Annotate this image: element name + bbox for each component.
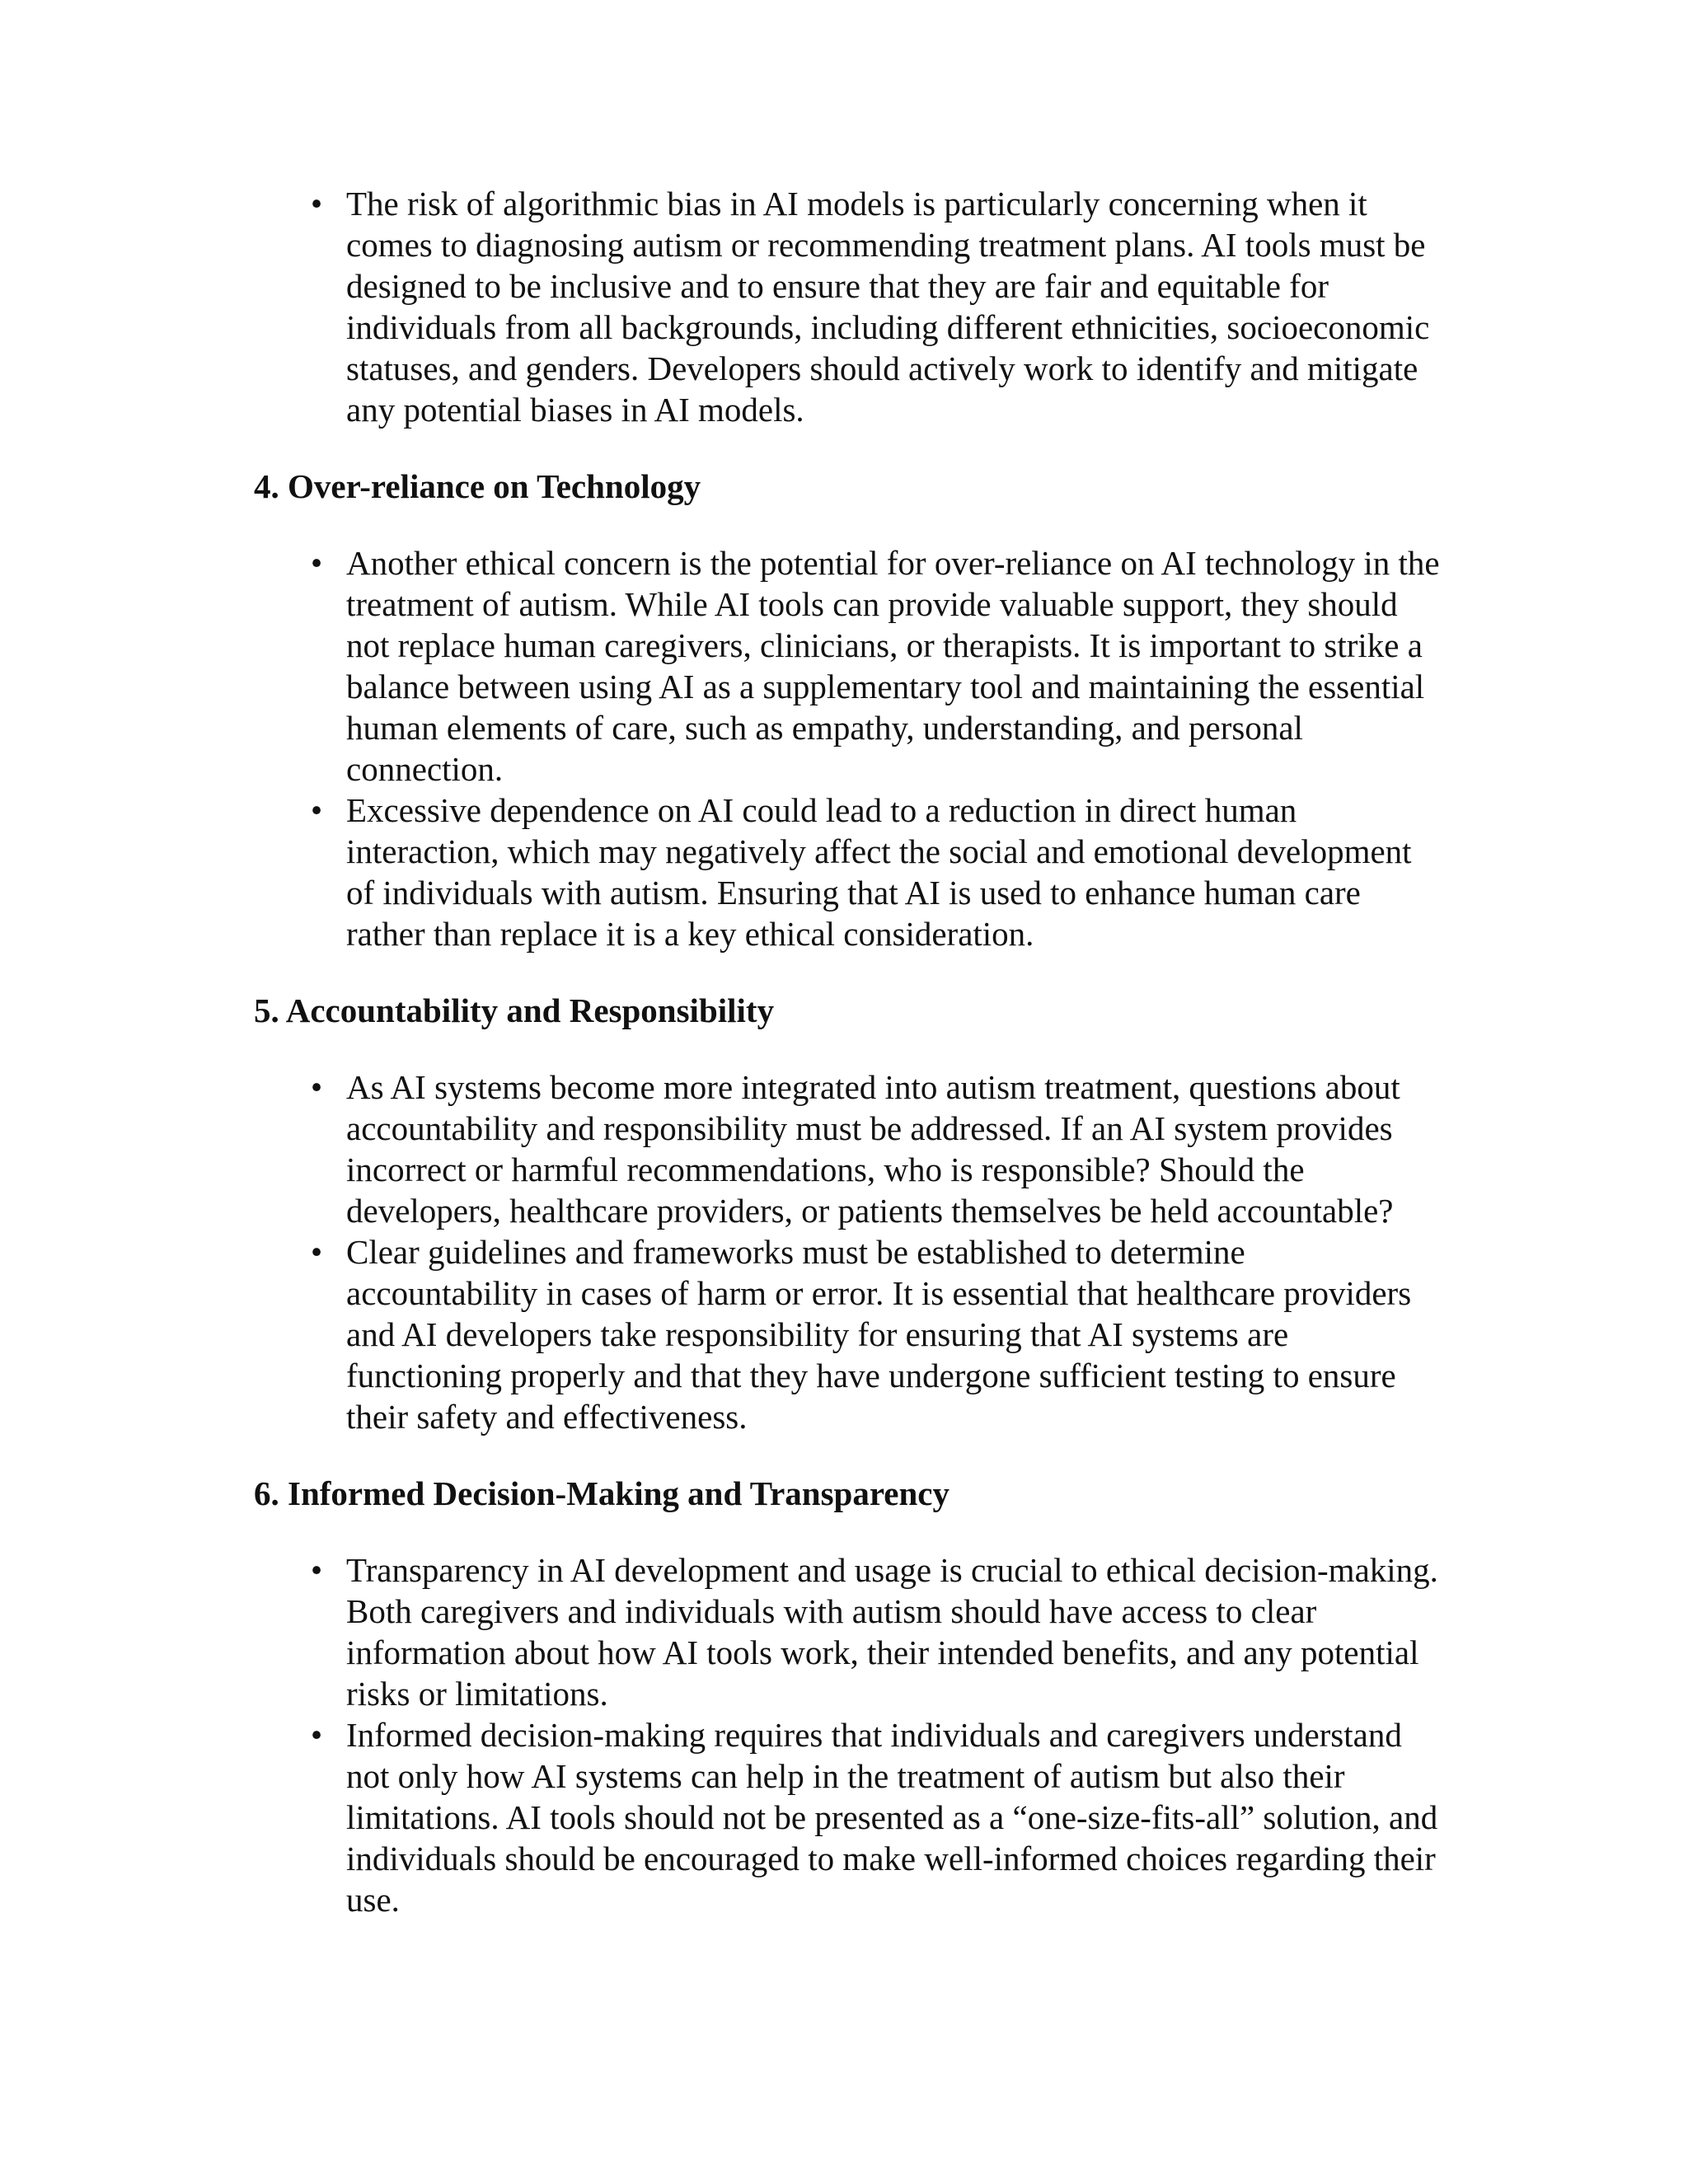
bullet-item: [254, 790, 1441, 954]
bullet-item: [254, 1231, 1441, 1437]
bullet-text: Transparency in AI development and usage is crucial to ethical decision-making. Both caregivers and individuals with autism should have access to clear information about how AI tools work, their intended benefits, and any potential risks or limitations.: [346, 1551, 1438, 1713]
bullet-item: [254, 1066, 1441, 1231]
bullet-item: [254, 1549, 1441, 1714]
bullet-text: Informed decision-making requires that individuals and caregivers understand not only how AI systems can help in the treatment of autism but also their limitations. AI tools should not be presented as a “one-size-fits-all” solution, and individuals should be encouraged to make well-informed choices regarding their use.: [346, 1716, 1438, 1919]
bullet-dot: •: [310, 1716, 323, 1754]
bullet-item: [254, 183, 1441, 430]
bullet-item: [254, 542, 1441, 790]
intro-bullet-list: [254, 183, 1441, 430]
section-heading-over-reliance: 4. Over-reliance on Technology: [254, 467, 701, 505]
bullet-dot: •: [310, 1068, 323, 1106]
section-heading-accountability: 5. Accountability and Responsibility: [254, 991, 775, 1029]
document-page: [254, 183, 1441, 1920]
bullet-text: Clear guidelines and frameworks must be established to determine accountability in cases of harm or error. It is essential that healthcare providers and AI developers take responsibility for ensuring that AI systems are functioning properly and that they have undergone sufficient testing to ensure their safety and effectiveness.: [346, 1233, 1412, 1436]
bullet-text: As AI systems become more integrated into autism treatment, questions about accountability and responsibility must be addressed. If an AI system provides incorrect or harmful recommendations, who is responsible? Should the developers, healthcare providers, or patients themselves be held accountable?: [346, 1068, 1400, 1230]
section-heading-transparency: 6. Informed Decision-Making and Transparency: [254, 1474, 950, 1512]
bullet-text: Excessive dependence on AI could lead to a reduction in direct human interaction, which may negatively affect the social and emotional development of individuals with autism. Ensuring that AI is used to enhance human care rather than replace it is a key ethical consideration.: [346, 791, 1412, 953]
bullet-item: [254, 1714, 1441, 1920]
bullet-text: Another ethical concern is the potential for over-reliance on AI technology in the treatment of autism. While AI tools can provide valuable support, they should not replace human caregivers, clinicians, or therapists. It is important to strike a balance between using AI as a supplementary tool and maintaining the essential human elements of care, such as empathy, understanding, and personal connection.: [346, 544, 1440, 788]
bullet-dot: •: [310, 185, 323, 223]
section-over-reliance-bullets: [254, 542, 1441, 954]
bullet-dot: •: [310, 1233, 323, 1271]
bullet-dot: •: [310, 1551, 323, 1589]
bullet-dot: •: [310, 791, 323, 829]
section-transparency-bullets: [254, 1549, 1441, 1920]
bullet-text: The risk of algorithmic bias in AI models is particularly concerning when it comes to diagnosing autism or recommending treatment plans. AI tools must be designed to be inclusive and to ensure that they are fair and equitable for individuals from all backgrounds, including different ethnicities, socioeconomic statuses, and genders. Developers should actively work to identify and mitigate any potential biases in AI models.: [346, 185, 1430, 429]
section-accountability-bullets: [254, 1066, 1441, 1437]
bullet-dot: •: [310, 544, 323, 582]
